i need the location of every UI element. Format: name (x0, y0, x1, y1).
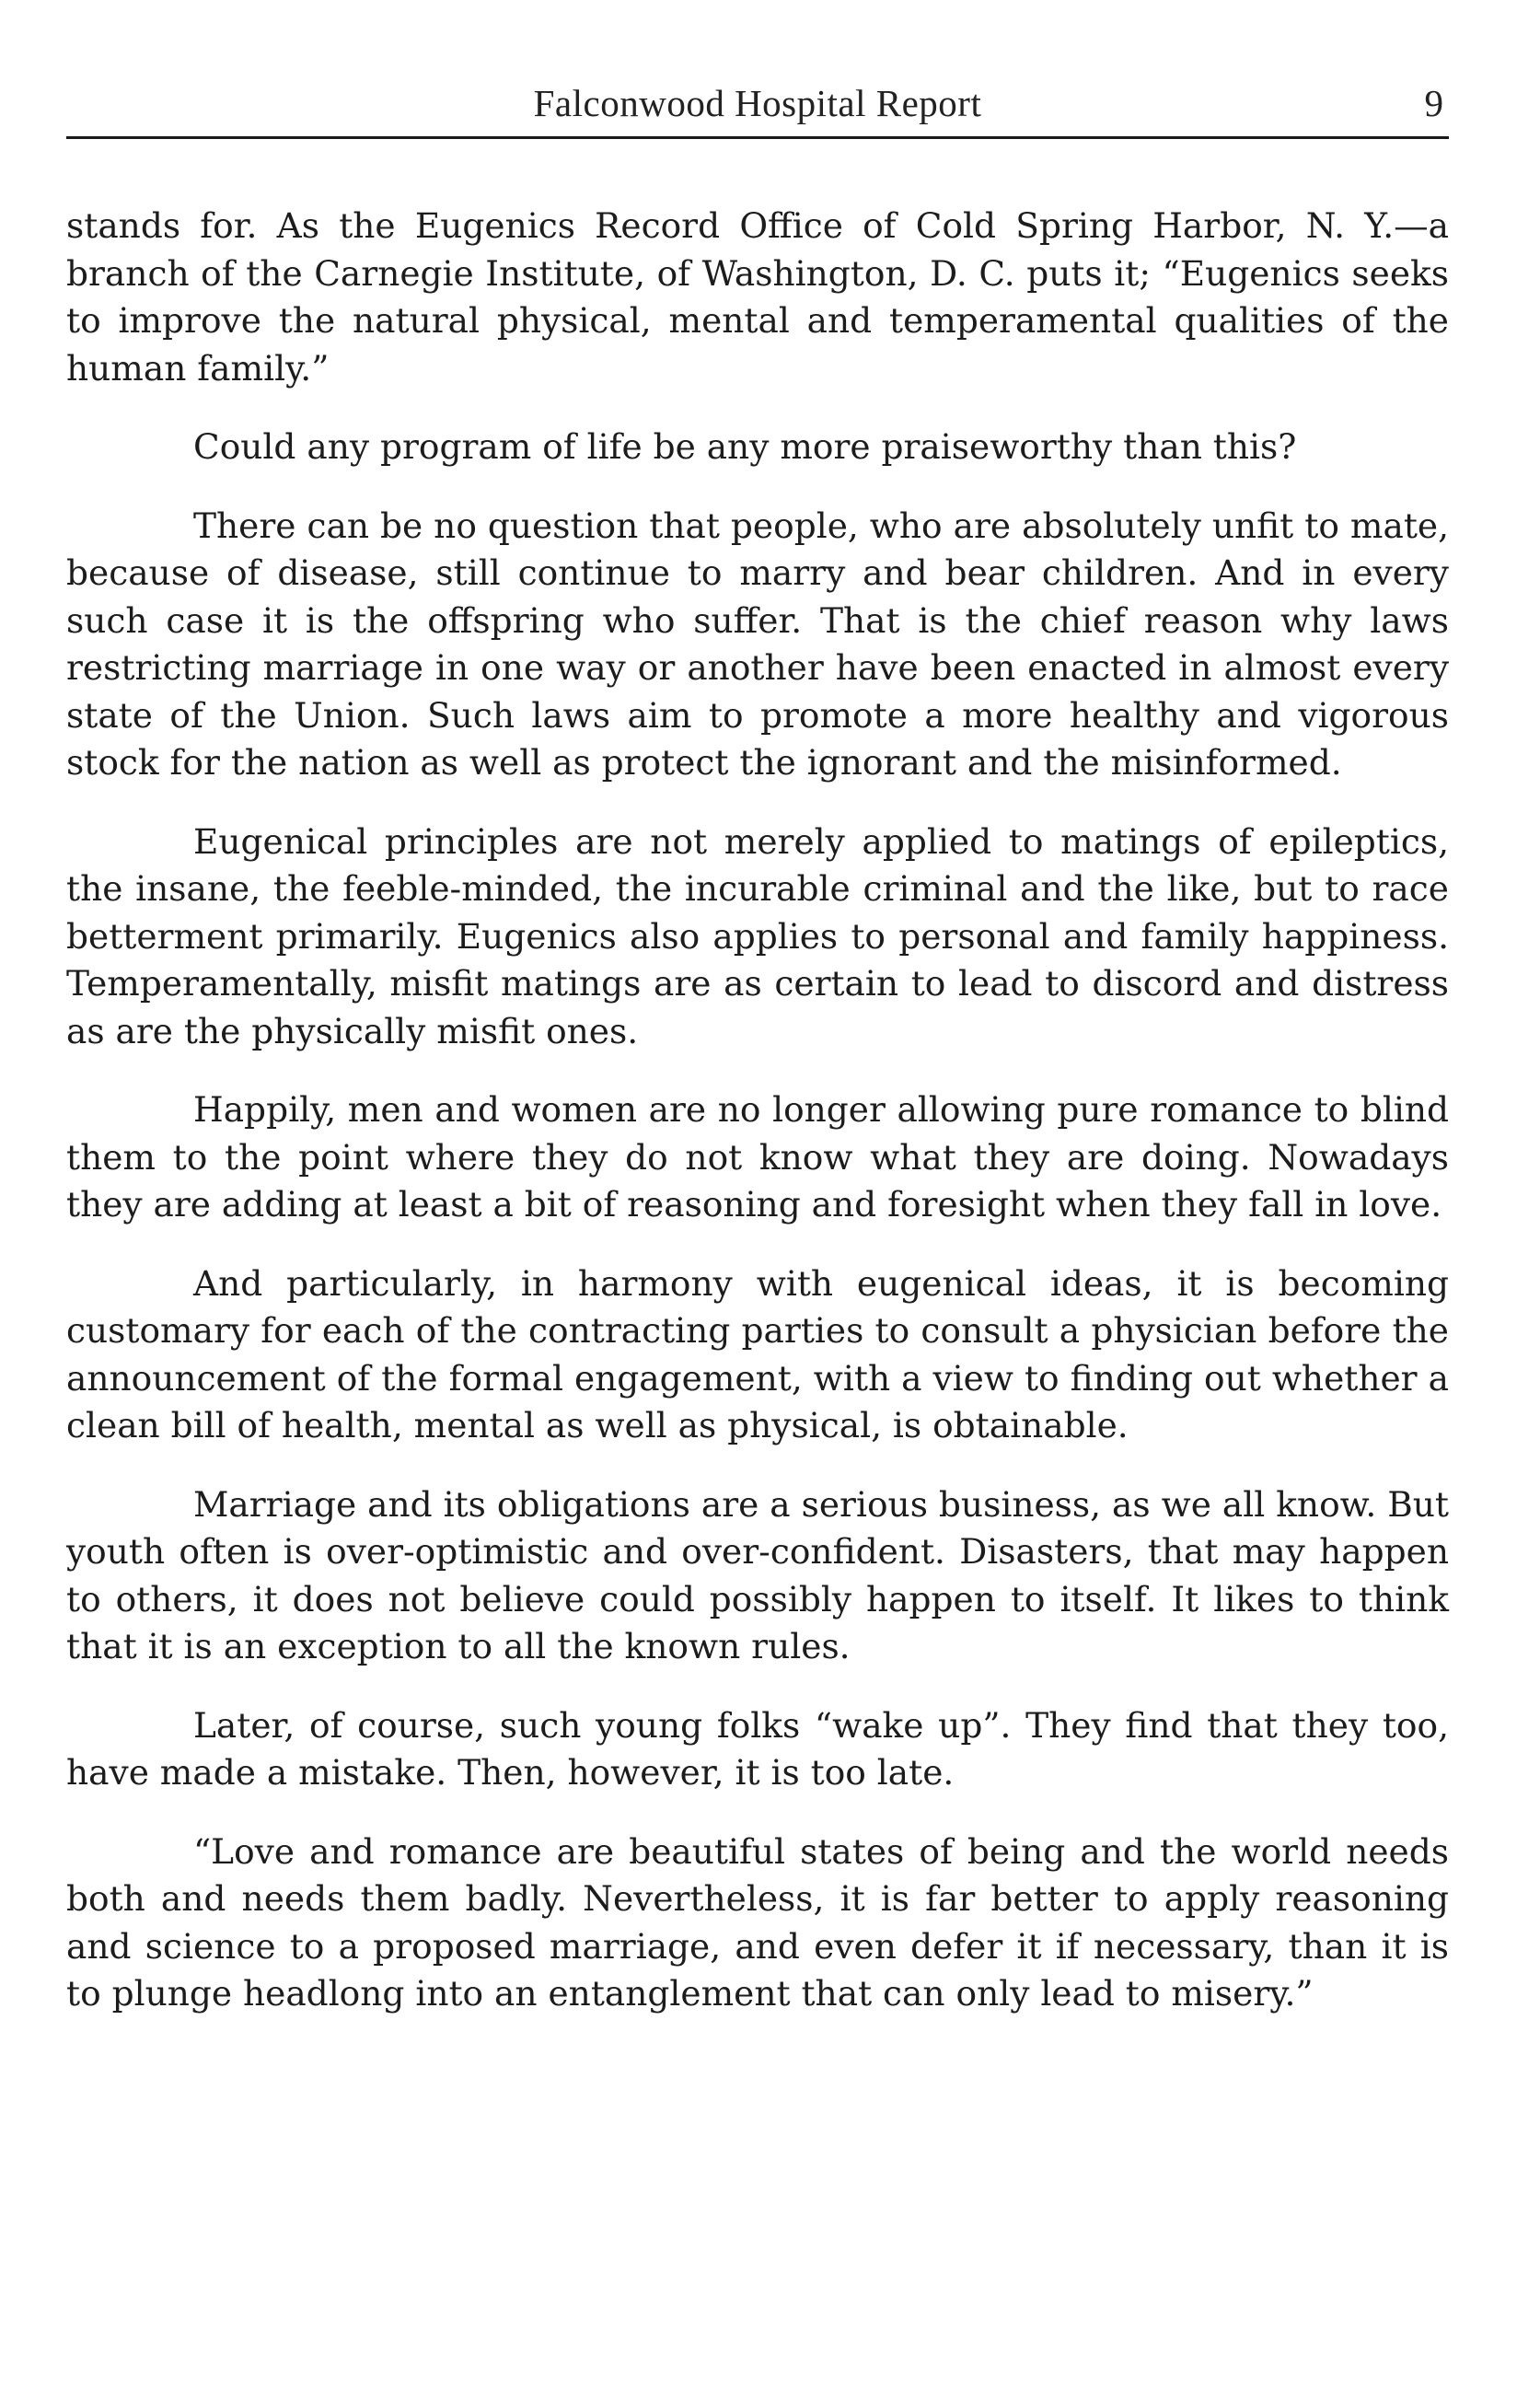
paragraph-8: Later, of course, such young folks “wake up”. They find that they too, have made a mistake. Then, however, it is too late. (66, 1704, 1449, 1793)
paragraph-2: Could any program of life be any more praiseworthy than this? (193, 426, 1297, 467)
running-title: Falconwood Hospital Report (533, 82, 982, 124)
paragraph-5: Happily, men and women are no longer allowing pure romance to blind them to the point where they do not know what they are doing. Nowadays they are adding at least a bit of reasoning and foresight when they fall in love. (66, 1089, 1449, 1225)
paragraph-3: There can be no question that people, who are absolutely unfit to mate, because of disease, still continue to marry and bear children. And in every such case it is the offspring who suffer. That is the chief reason why laws restricting marriage in one way or another have been enacted in almost every state of the Union. Such laws aim to promote a more healthy and vigorous stock for the nation as well as protect the ignorant and the misinformed. (66, 505, 1449, 783)
paragraph-6: And particularly, in harmony with eugenical ideas, it is becoming customary for each of the contracting parties to consult a physician before the announcement of the formal engagement, with a view to finding out whether a clean bill of health, mental as well as physical, is obtainable. (66, 1262, 1449, 1445)
header-rule (66, 136, 1449, 139)
running-header (66, 79, 1449, 134)
page-number: 9 (1424, 82, 1443, 124)
paragraph-1: stands for. As the Eugenics Record Office of Cold Spring Harbor, N. Y.—a branch of the Carnegie Institute, of Washington, D. C. puts it; “Eugenics seeks to improve the natural physical, mental and temperamental qualities of the human family.” (66, 205, 1449, 389)
paragraph-7: Marriage and its obligations are a serious business, as we all know. But youth often is over-optimistic and over-confident. Disasters, that may happen to others, it does not believe could possibly happen to itself. It likes to think that it is an exception to all the known rules. (66, 1483, 1449, 1666)
paragraph-9: “Love and romance are beautiful states of being and the world needs both and needs them badly. Nevertheless, it is far better to apply reasoning and science to a proposed marriage, and even defer it if necessary, than it is to plunge headlong into an entanglement that can only lead to misery.” (66, 1830, 1449, 2014)
body-text (66, 203, 1449, 2049)
paragraph-4: Eugenical principles are not merely applied to matings of epileptics, the insane, the feeble-minded, the incurable criminal and the like, but to race betterment primarily. Eugenics also applies to personal and family happiness. Temperamentally, misfit matings are as certain to lead to discord and distress as are the physically misfit ones. (66, 820, 1449, 1051)
